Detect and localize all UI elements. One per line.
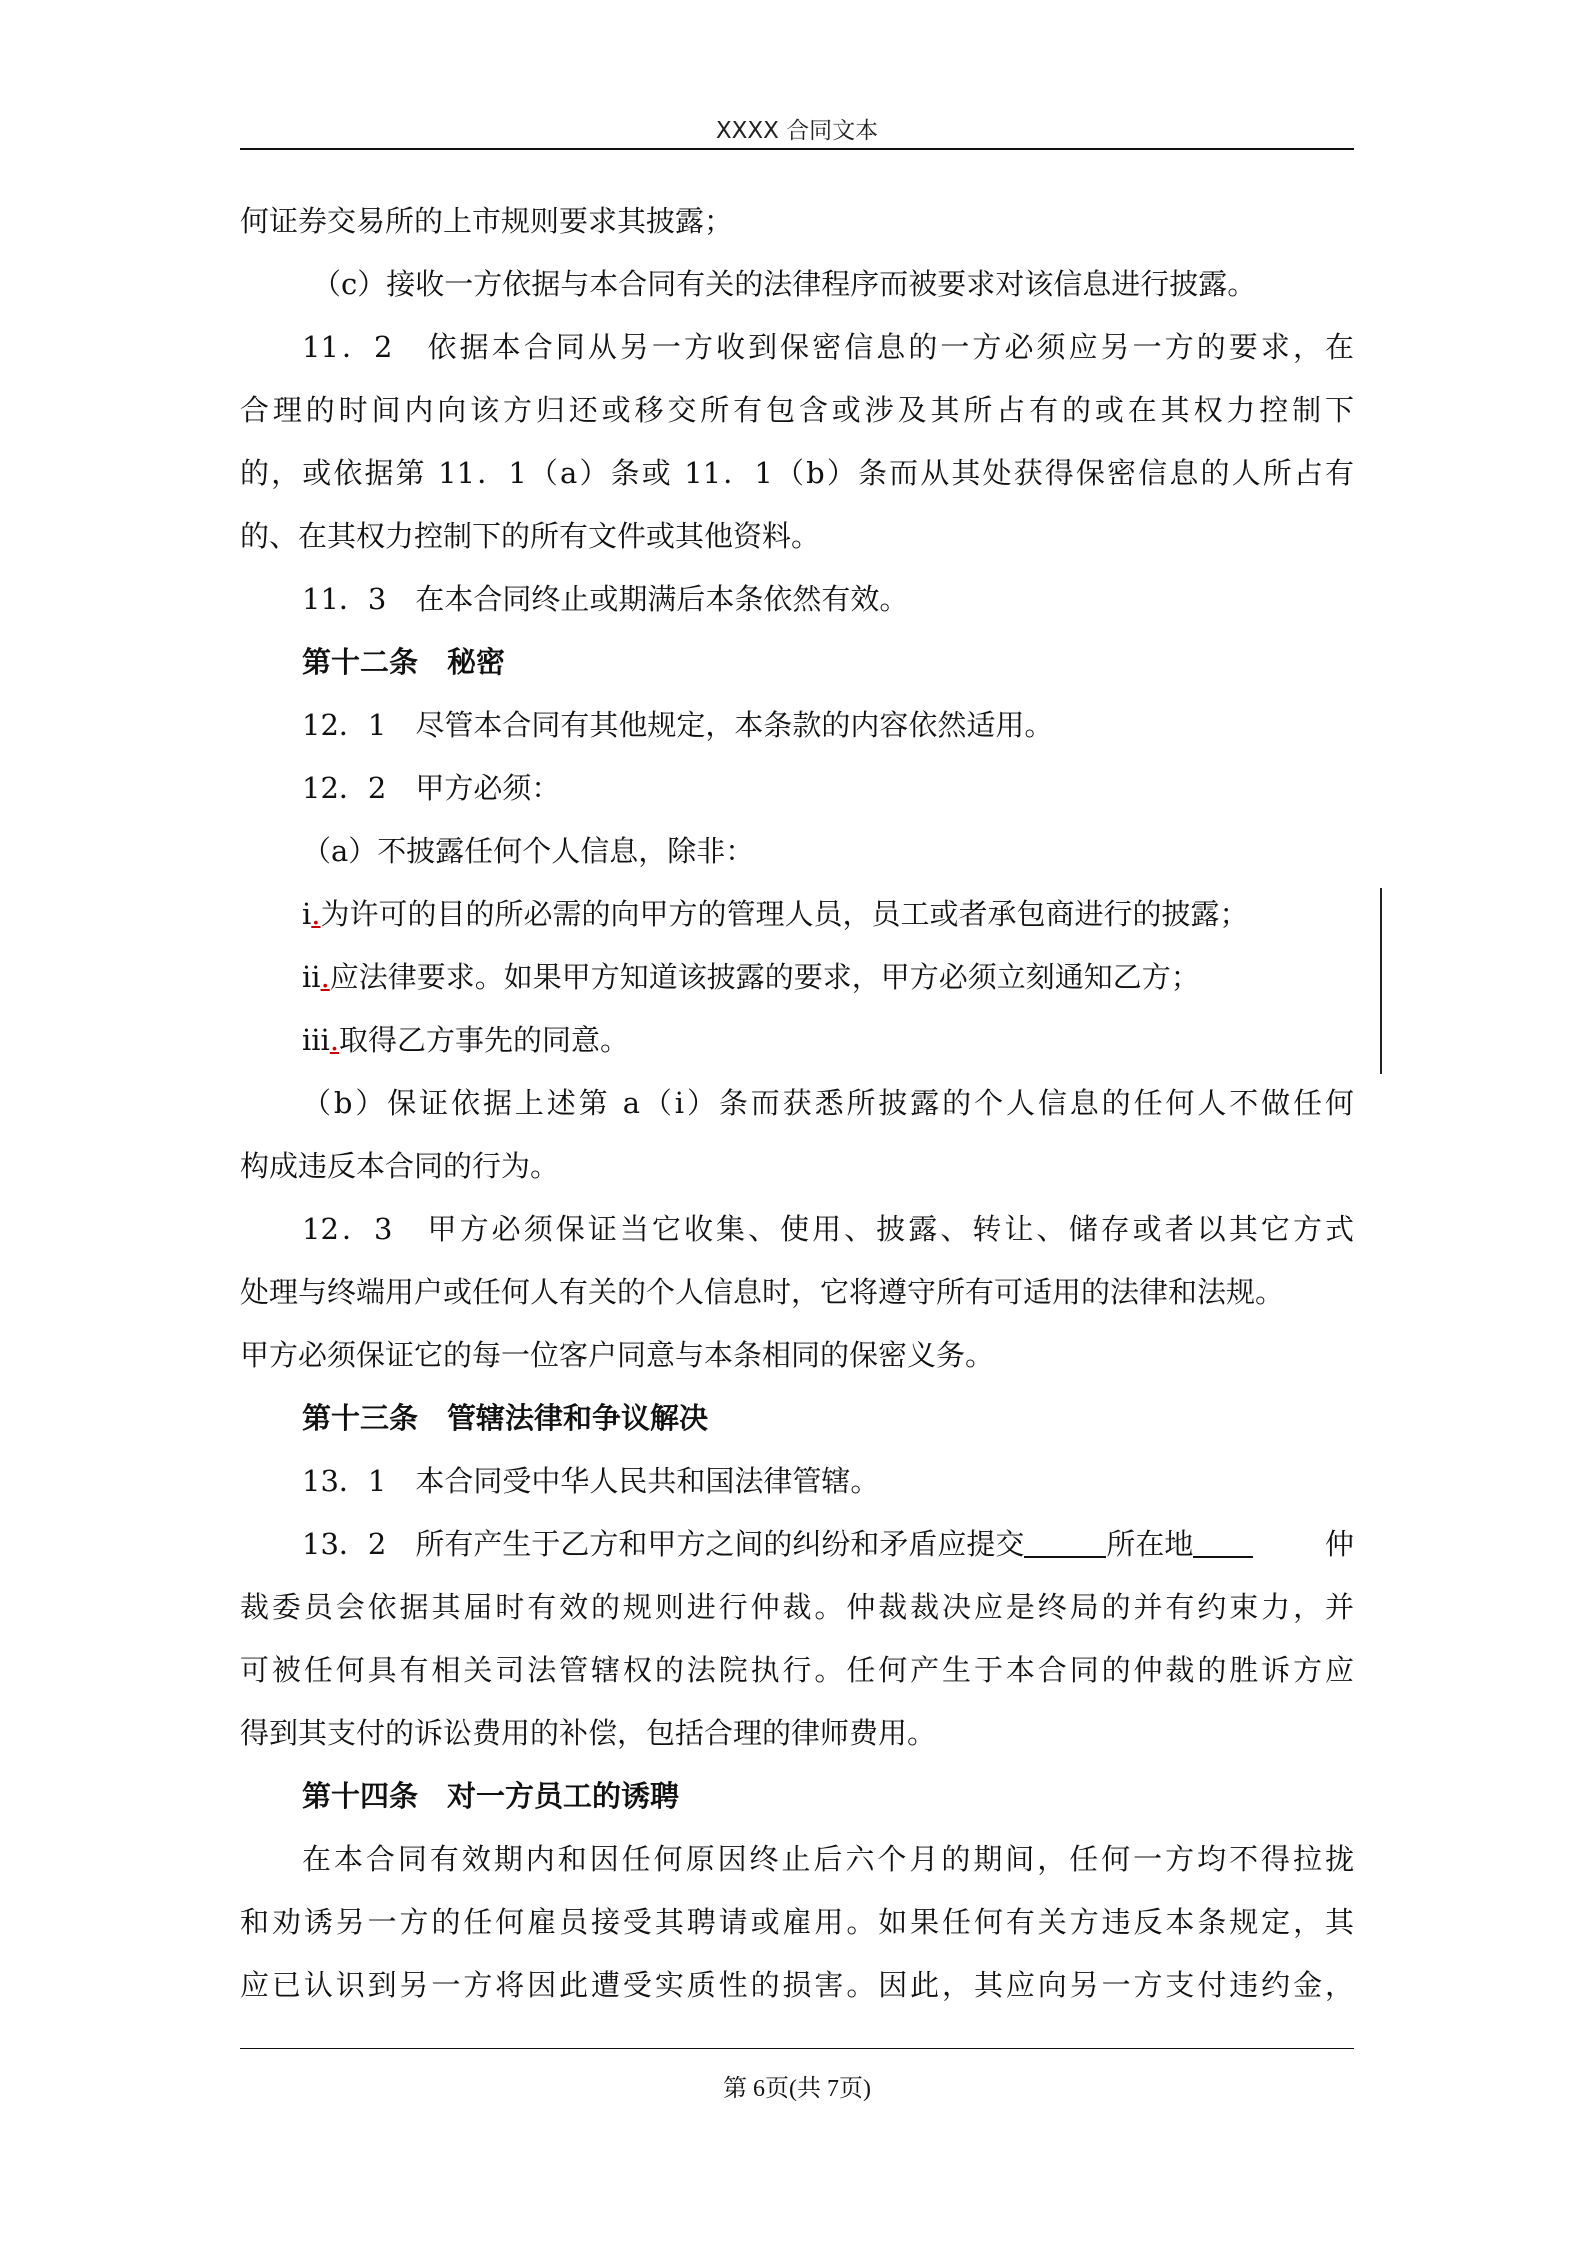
paragraph-line: 构成违反本合同的行为。: [240, 1149, 560, 1183]
list-marker: ii: [302, 960, 321, 994]
paragraph-line: 在本合同有效期内和因任何原因终止后六个月的期间，任何一方均不得拉拢: [302, 1842, 1354, 1876]
contract-body: [240, 190, 1354, 2017]
paragraph-line: 11．3 在本合同终止或期满后本条依然有效。: [302, 582, 909, 616]
paragraph-line-with-blanks: [240, 1513, 1354, 1576]
list-marker-dot: .: [320, 960, 330, 994]
paragraph-text: 13．2 所有产生于乙方和甲方之间的纠纷和矛盾应提交: [302, 1527, 1025, 1561]
list-item-text: 取得乙方事先的同意。: [339, 1023, 630, 1057]
article-heading-13: 第十三条 管辖法律和争议解决: [302, 1401, 709, 1435]
paragraph-line: 和劝诱另一方的任何雇员接受其聘请或雇用。如果任何有关方违反本条规定，其: [240, 1905, 1354, 1939]
paragraph-line: 合理的时间内向该方归还或移交所有包含或涉及其所占有的或在其权力控制下: [240, 393, 1354, 427]
paragraph-line: 的、在其权力控制下的所有文件或其他资料。: [240, 519, 821, 553]
paragraph-line: （b）保证依据上述第 a（i）条而获悉所披露的个人信息的任何人不做任何: [302, 1086, 1354, 1120]
paragraph-line: 得到其支付的诉讼费用的补偿，包括合理的律师费用。: [240, 1716, 937, 1750]
paragraph-line: 11．2 依据本合同从另一方收到保密信息的一方必须应另一方的要求，在: [302, 330, 1354, 364]
paragraph-line: 何证券交易所的上市规则要求其披露；: [240, 204, 734, 238]
blank-field-location: [1193, 1524, 1253, 1558]
paragraph-line: 12．3 甲方必须保证当它收集、使用、披露、转让、储存或者以其它方式: [302, 1212, 1354, 1246]
paragraph-line: 处理与终端用户或任何人有关的个人信息时，它将遵守所有可适用的法律和法规。: [240, 1275, 1285, 1309]
paragraph-line: 可被任何具有相关司法管辖权的法院执行。任何产生于本合同的仲裁的胜诉方应: [240, 1653, 1354, 1687]
header-rule: [240, 148, 1354, 150]
list-item: [240, 946, 1354, 1009]
list-item: [240, 1009, 1354, 1072]
page-number: 第 6页(共 7页): [723, 2076, 871, 2102]
blank-field-arbitration-body: [1024, 1524, 1106, 1558]
revision-bar: [1380, 888, 1382, 1074]
article-heading-14: 第十四条 对一方员工的诱聘: [302, 1779, 680, 1813]
list-marker-dot: .: [329, 1023, 340, 1057]
list-marker: iii: [302, 1023, 330, 1057]
paragraph-text: 所在地: [1106, 1527, 1194, 1561]
paragraph-line: 13．1 本合同受中华人民共和国法律管辖。: [302, 1464, 880, 1498]
paragraph-line: 裁委员会依据其届时有效的规则进行仲裁。仲裁裁决应是终局的并有约束力，并: [240, 1590, 1354, 1624]
footer-rule: [240, 2048, 1354, 2049]
paragraph-line: 12．1 尽管本合同有其他规定，本条款的内容依然适用。: [302, 708, 1054, 742]
paragraph-line: 12．2 甲方必须：: [302, 771, 561, 805]
paragraph-text: 仲: [1324, 1527, 1354, 1561]
paragraph-line: 的，或依据第 11．1（a）条或 11．1（b）条而从其处获得保密信息的人所占有: [240, 456, 1354, 490]
paragraph-line: 甲方必须保证它的每一位客户同意与本条相同的保密义务。: [240, 1338, 995, 1372]
header-title: XXXX 合同文本: [715, 118, 879, 144]
paragraph-line: （c）接收一方依据与本合同有关的法律程序而被要求对该信息进行披露。: [312, 267, 1257, 301]
list-marker-dot: .: [311, 897, 321, 931]
list-item: [240, 883, 1354, 946]
list-item-text: 应法律要求。如果甲方知道该披露的要求，甲方必须立刻通知乙方；: [329, 960, 1200, 994]
list-marker: i: [302, 897, 312, 931]
article-heading-12: 第十二条 秘密: [302, 645, 506, 679]
list-item-text: 为许可的目的所必需的向甲方的管理人员，员工或者承包商进行的披露；: [320, 897, 1249, 931]
paragraph-line: （a）不披露任何个人信息，除非：: [302, 834, 755, 868]
paragraph-line: 应已认识到另一方将因此遭受实质性的损害。因此，其应向另一方支付违约金，: [240, 1968, 1354, 2002]
